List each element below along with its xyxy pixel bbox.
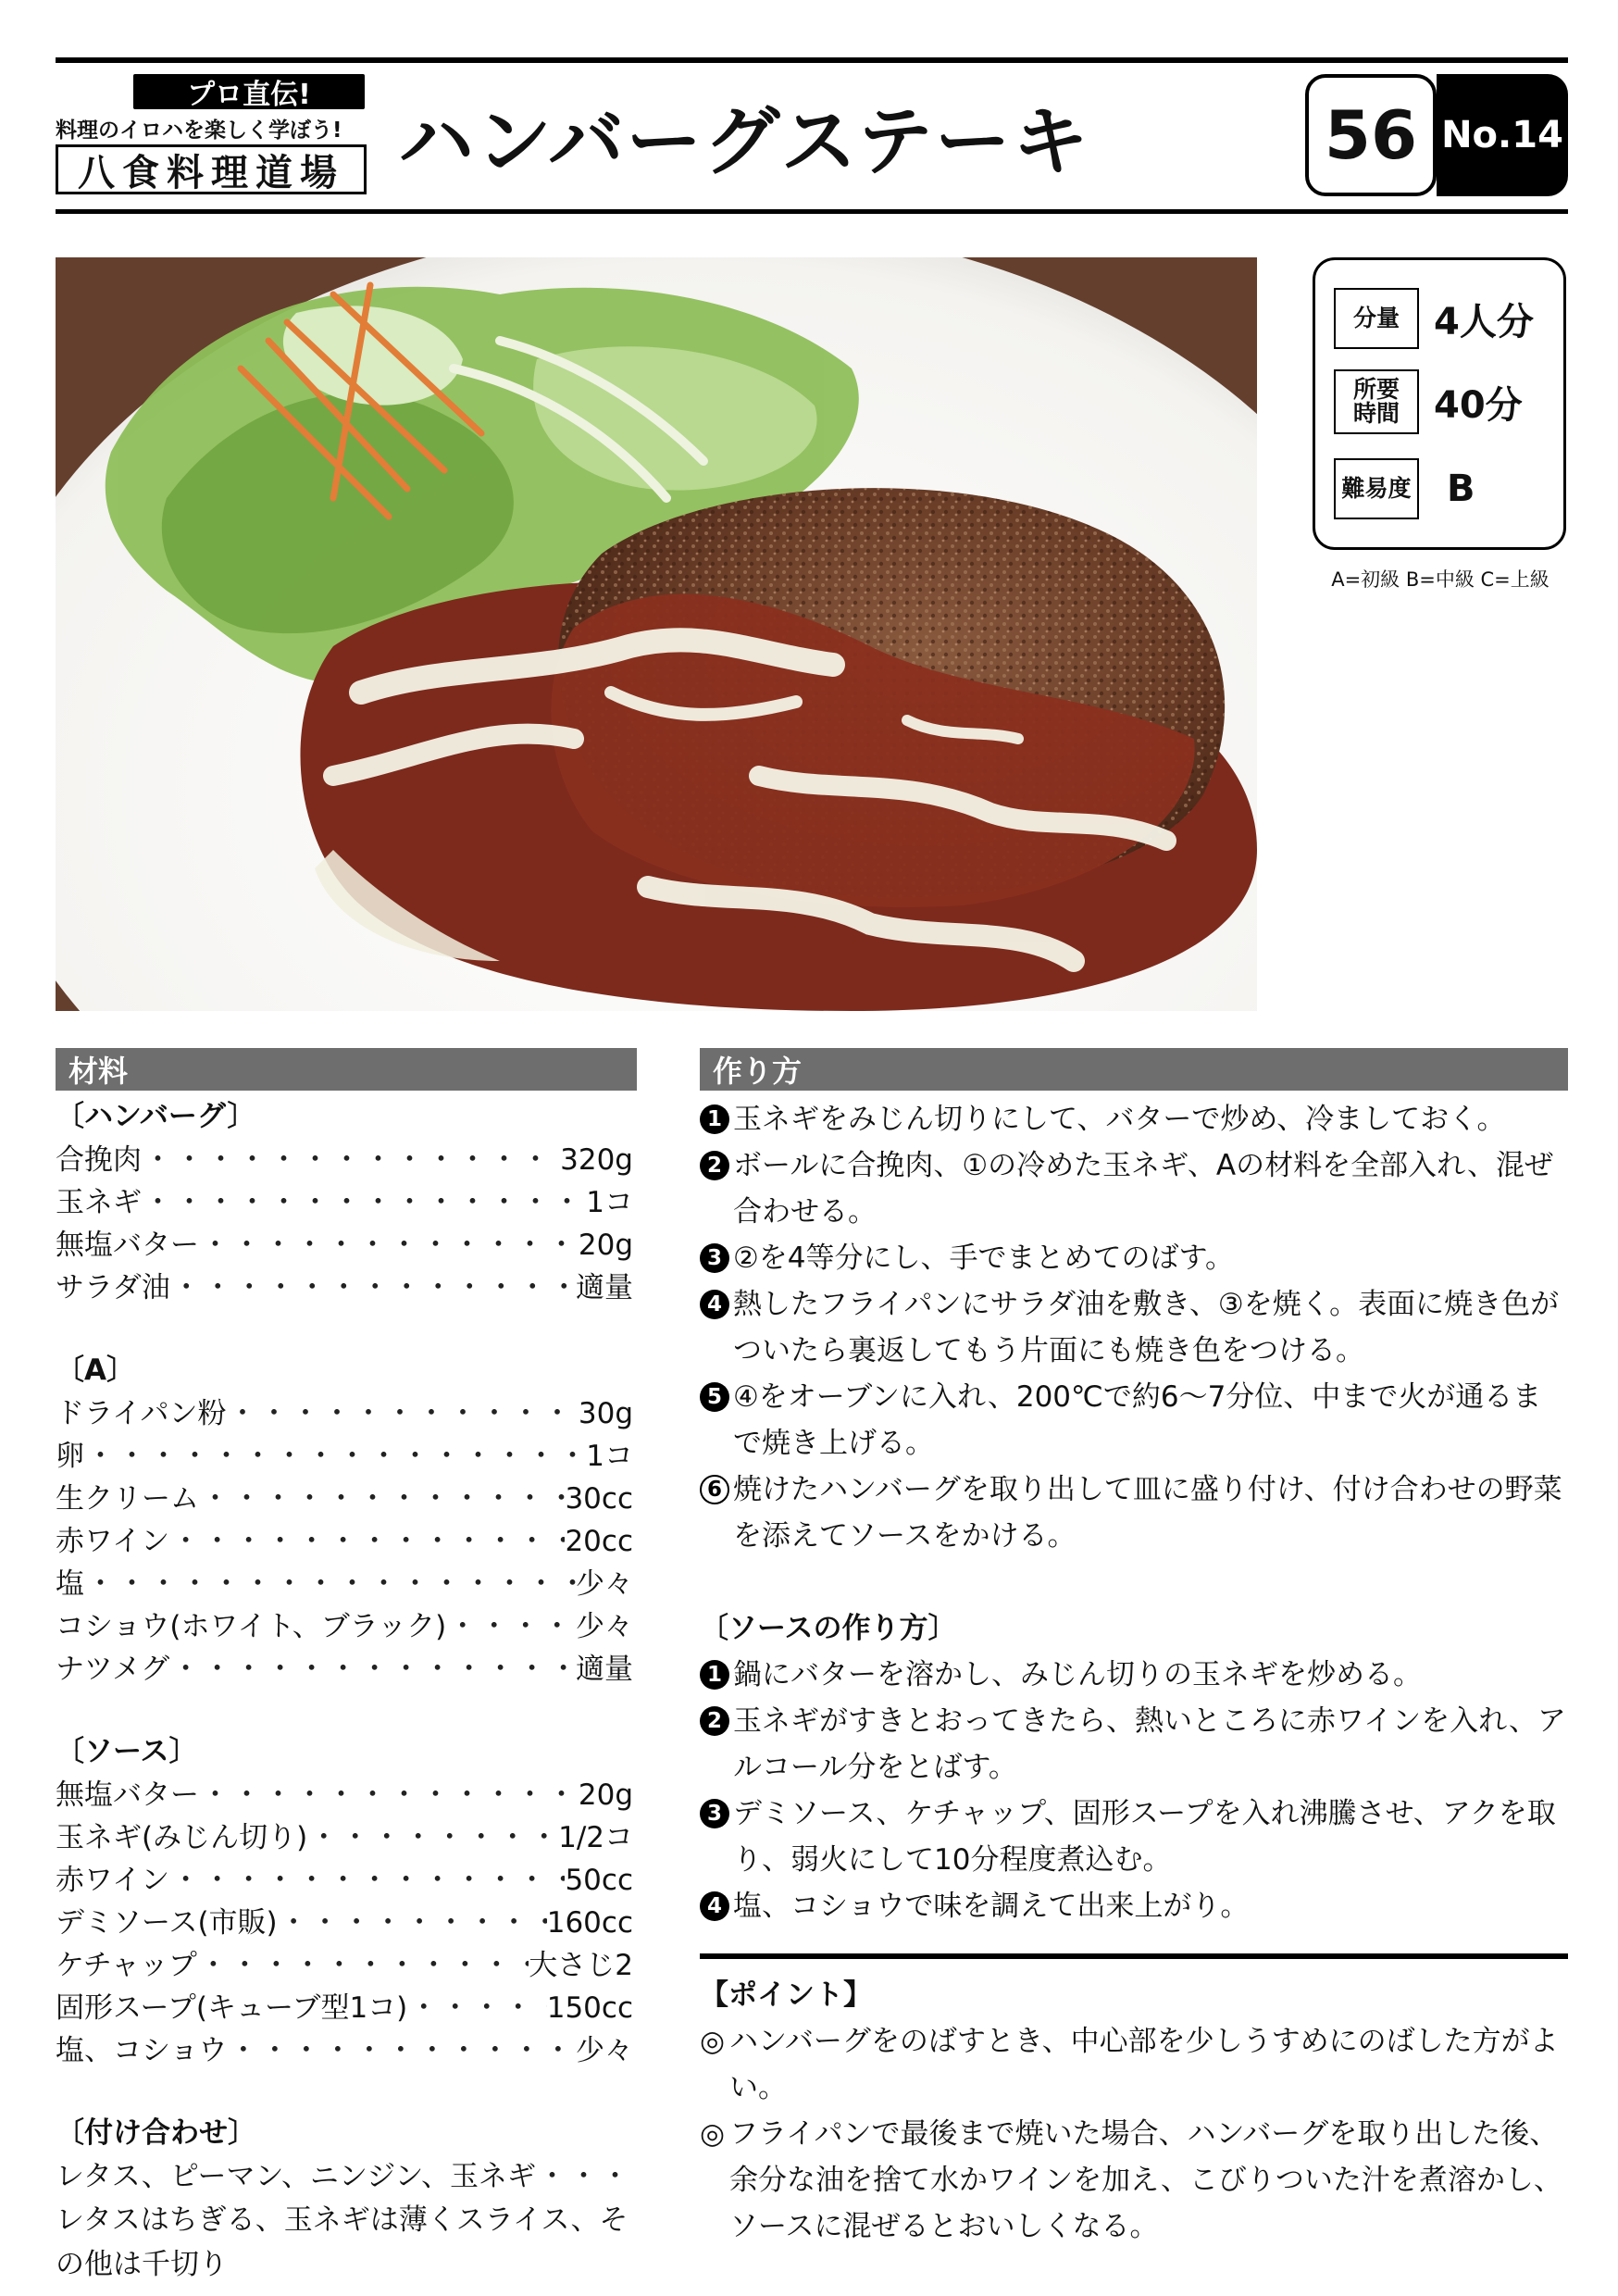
step-number: 3 <box>700 1799 729 1828</box>
ingredient-row <box>56 1816 633 1859</box>
recipe-info-box <box>1313 257 1566 550</box>
method-step <box>700 1374 1570 1466</box>
ingredient-row <box>56 1224 633 1267</box>
sauce-step <box>700 1698 1570 1791</box>
ingredient-row <box>56 1944 633 1987</box>
ingredient-row <box>56 1181 633 1224</box>
point-mark: ◎ <box>700 2025 726 2058</box>
difficulty-row <box>1334 458 1475 519</box>
step-text: デミソース、ケチャップ、固形スープを入れ沸騰させ、アクを取り、弱火にして10分程度煮込む。 <box>733 1797 1556 1877</box>
leader-dots <box>169 1520 565 1563</box>
time-value: 40分 <box>1434 383 1523 427</box>
ingredient-name: 生クリーム <box>56 1482 199 1516</box>
time-label <box>1334 369 1419 434</box>
ingredient-amount: 20g <box>578 1229 633 1262</box>
ingredient-name: 無塩バター <box>56 1778 199 1812</box>
leader-dots <box>142 1181 586 1224</box>
step-text: 塩、コショウで味を調えて出来上がり。 <box>733 1890 1250 1923</box>
leader-dots <box>142 1139 560 1181</box>
step-number: 2 <box>700 1706 729 1736</box>
ingredient-amount: 20g <box>578 1778 633 1812</box>
point-text: ハンバーグをのばすとき、中心部を少しうすめにのばした方がよい。 <box>729 2025 1559 2104</box>
ingredient-row <box>56 1520 633 1563</box>
hamburg-steak-photo <box>56 257 1257 1011</box>
garnish-row <box>56 2155 633 2198</box>
step-text: ②を4等分にし、手でまとめてのばす。 <box>733 1242 1235 1275</box>
ingredient-amount: 1/2コ <box>558 1821 633 1854</box>
ingredient-row <box>56 1648 633 1691</box>
recipe-number: No.14 <box>1437 74 1568 196</box>
leader-dots <box>446 1605 576 1648</box>
leader-dots <box>307 1816 558 1859</box>
ingredient-name: ドライパン粉 <box>56 1397 227 1430</box>
group-title: 〔A〕 <box>56 1354 135 1387</box>
difficulty-label: 難易度 <box>1334 458 1419 519</box>
logo-dojo: 八食料理道場 <box>56 144 367 194</box>
ingredient-row <box>56 2029 633 2072</box>
time-row <box>1334 369 1523 434</box>
step-number: 3 <box>700 1243 729 1273</box>
leader-dots <box>197 1944 529 1987</box>
step-text: ボールに合挽肉、①の冷めた玉ネギ、Aの材料を全部入れ、混ぜ合わせる。 <box>733 1149 1553 1229</box>
method-heading: 作り方 <box>700 1048 1568 1091</box>
time-label-line1: 所要 <box>1352 375 1400 403</box>
step-number: 6 <box>700 1475 729 1504</box>
leader-dots <box>536 2155 633 2198</box>
ingredient-name: サラダ油 <box>56 1271 170 1304</box>
leader-dots <box>199 1478 565 1520</box>
ingredient-amount: 適量 <box>576 1271 633 1304</box>
ingredient-amount: 150cc <box>546 1991 633 2025</box>
step-number: 4 <box>700 1891 729 1921</box>
point-item <box>700 2018 1570 2111</box>
garnish-items: レタス、ピーマン、ニンジン、玉ネギ <box>56 2160 536 2193</box>
ingredients-list <box>56 1094 633 2287</box>
garnish-note-line2: の他は千切り <box>56 2248 228 2281</box>
ingredient-amount: 30g <box>578 1397 633 1430</box>
point-mark: ◎ <box>700 2117 726 2151</box>
ingredient-row <box>56 1139 633 1181</box>
ingredient-amount: 320g <box>560 1143 633 1177</box>
step-number: 4 <box>700 1290 729 1319</box>
step-text: 玉ネギがすきとおってきたら、熱いところに赤ワインを入れ、アルコール分をとばす。 <box>733 1704 1566 1784</box>
garnish-note-line1: レタスはちぎる、玉ネギは薄くスライス、そ <box>56 2203 629 2237</box>
logo <box>56 74 370 196</box>
difficulty-legend: A=初級 B=中級 C=上級 <box>1331 568 1550 591</box>
page-title: ハンバーグステーキ <box>398 98 1090 186</box>
step-text: 熱したフライパンにサラダ油を敷き、③を焼く。表面に焼き色がついたら裏返してもう片面にも焼き色をつける。 <box>733 1288 1560 1367</box>
ingredient-name: デミソース(市販) <box>56 1906 278 1940</box>
step-text: 焼けたハンバーグを取り出して皿に盛り付け、付け合わせの野菜を添えてソースをかける。 <box>733 1473 1562 1553</box>
ingredient-name: 卵 <box>56 1440 84 1473</box>
ingredient-name: 固形スープ(キューブ型1コ) <box>56 1991 408 2025</box>
dish-photo <box>56 257 1257 1011</box>
ingredient-name: 赤ワイン <box>56 1525 170 1558</box>
ingredient-amount: 少々 <box>576 1567 633 1601</box>
group-title: 〔ハンバーグ〕 <box>56 1100 256 1133</box>
ingredients-heading: 材料 <box>56 1048 637 1091</box>
ingredient-row <box>56 1267 633 1309</box>
step-number: 1 <box>700 1660 729 1690</box>
ingredient-name: コショウ(ホワイト、ブラック) <box>56 1610 447 1643</box>
leader-dots <box>84 1435 586 1478</box>
sauce-method-title: 〔ソースの作り方〕 <box>700 1612 957 1645</box>
step-text: 玉ネギをみじん切りにして、バターで炒め、冷ましておく。 <box>733 1103 1506 1136</box>
leader-dots <box>199 1774 579 1816</box>
ingredient-name: 玉ネギ <box>56 1186 142 1219</box>
ingredient-name: 合挽肉 <box>56 1143 142 1177</box>
sauce-step <box>700 1791 1570 1883</box>
point-item <box>700 2111 1570 2250</box>
ingredient-row <box>56 1902 633 1944</box>
ingredient-amount: 少々 <box>576 1610 633 1643</box>
leader-dots <box>407 1987 546 2029</box>
time-label-line2: 時間 <box>1352 400 1400 427</box>
ingredient-row <box>56 1392 633 1435</box>
leader-dots <box>170 1267 576 1309</box>
leader-dots <box>169 1648 576 1691</box>
ingredient-name: 塩、コショウ <box>56 2034 228 2067</box>
ingredient-name: 無塩バター <box>56 1229 199 1262</box>
leader-dots <box>199 1224 579 1267</box>
difficulty-value: B <box>1447 468 1475 510</box>
ingredient-amount: 1コ <box>586 1186 633 1219</box>
ingredient-name: ナツメグ <box>56 1653 170 1686</box>
step-number: 2 <box>700 1151 729 1180</box>
ingredient-row <box>56 1478 633 1520</box>
garnish-title: 〔付け合わせ〕 <box>56 2116 256 2150</box>
sauce-step <box>700 1652 1570 1698</box>
method-step <box>700 1235 1570 1281</box>
leader-dots <box>226 1392 578 1435</box>
ingredient-amount: 適量 <box>576 1653 633 1686</box>
header-bottom-rule <box>56 209 1568 214</box>
method-step <box>700 1142 1570 1235</box>
ingredient-row <box>56 1435 633 1478</box>
ingredient-amount: 30cc <box>565 1482 633 1516</box>
ingredient-row <box>56 1987 633 2029</box>
group-title: 〔ソース〕 <box>56 1735 198 1768</box>
ingredient-amount: 20cc <box>565 1525 633 1558</box>
method-step <box>700 1281 1570 1374</box>
logo-subtitle: 料理のイロハを楽しく学ぼう! <box>56 119 342 143</box>
points-title: 【ポイント】 <box>700 1978 872 2012</box>
point-text: フライパンで最後まで焼いた場合、ハンバーグを取り出した後、余分な油を捨て水かワインを加え、こびりついた汁を煮溶かし、ソースに混ぜるとおいしくなる。 <box>729 2117 1562 2243</box>
ingredient-name: ケチャップ <box>56 1949 197 1982</box>
ingredient-row <box>56 1563 633 1605</box>
method-step <box>700 1466 1570 1559</box>
ingredient-amount: 50cc <box>565 1864 633 1897</box>
points-rule <box>700 1953 1568 1959</box>
step-text: 鍋にバターを溶かし、みじん切りの玉ネギを炒める。 <box>733 1658 1422 1691</box>
method-step <box>700 1096 1570 1142</box>
servings-label: 分量 <box>1334 288 1419 349</box>
sauce-step <box>700 1883 1570 1929</box>
ingredient-row <box>56 1774 633 1816</box>
ingredient-amount: 160cc <box>546 1906 633 1940</box>
servings-value: 4人分 <box>1434 300 1534 343</box>
ingredient-name: 塩 <box>56 1567 84 1601</box>
servings-row <box>1334 288 1534 349</box>
leader-dots <box>169 1859 565 1902</box>
logo-tag: プロ直伝! <box>133 74 365 109</box>
leader-dots <box>84 1563 576 1605</box>
ingredient-name: 赤ワイン <box>56 1864 170 1897</box>
ingredient-row <box>56 1605 633 1648</box>
header-top-rule <box>56 57 1568 63</box>
ingredient-row <box>56 1859 633 1902</box>
leader-dots <box>227 2029 576 2072</box>
ingredient-name: 玉ネギ(みじん切り) <box>56 1821 308 1854</box>
ingredient-amount: 1コ <box>586 1440 633 1473</box>
step-text: ④をオーブンに入れ、200℃で約6〜7分位、中まで火が通るまで焼き上げる。 <box>733 1380 1542 1460</box>
page-number: 56 <box>1305 74 1437 196</box>
step-number: 5 <box>700 1382 729 1412</box>
step-number: 1 <box>700 1104 729 1134</box>
ingredient-amount: 大さじ2 <box>529 1949 633 1982</box>
ingredient-amount: 少々 <box>576 2034 633 2067</box>
leader-dots <box>278 1902 547 1944</box>
